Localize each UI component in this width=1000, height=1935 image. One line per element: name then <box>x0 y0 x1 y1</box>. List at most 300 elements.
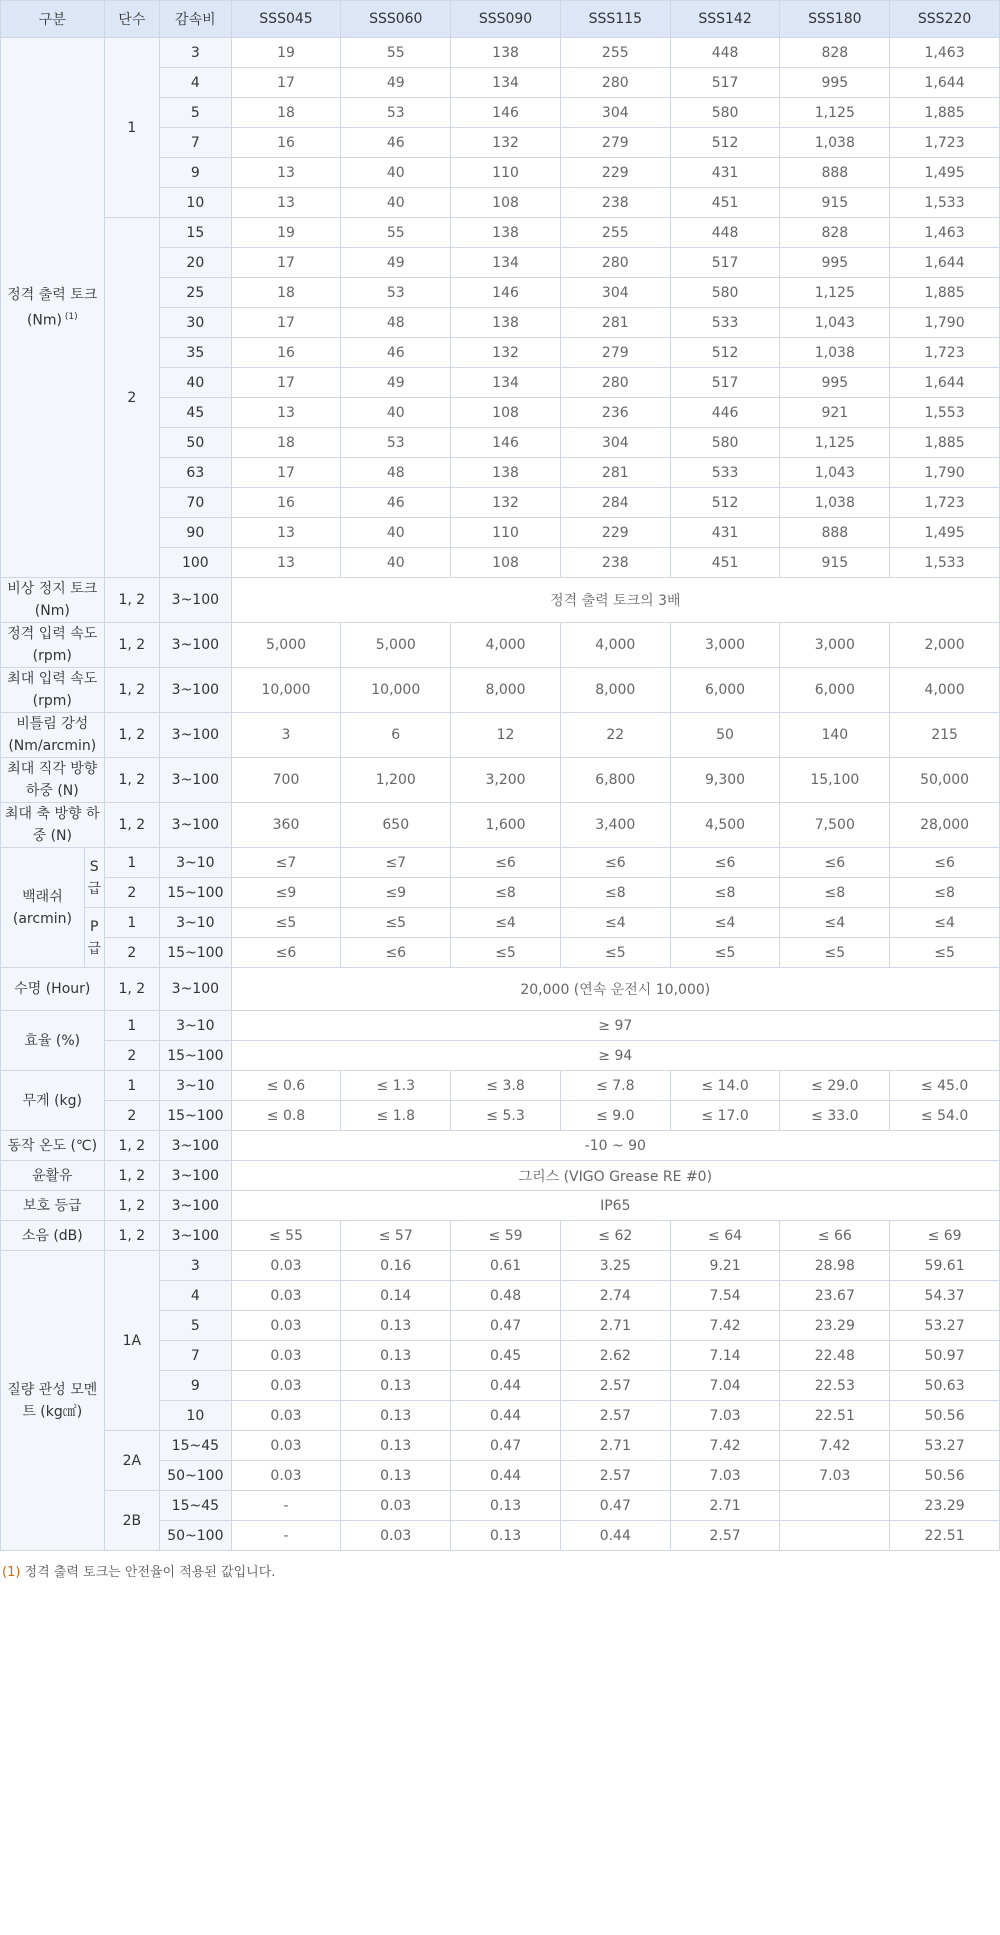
row-label-backlash: 백래쉬 (arcmin) <box>1 848 85 968</box>
value-cell: 281 <box>560 458 670 488</box>
value-cell: 0.03 <box>341 1521 451 1551</box>
table-row <box>1 803 1000 848</box>
table-row <box>1 578 1000 623</box>
value-cell: 40 <box>341 158 451 188</box>
value-cell: 512 <box>670 128 780 158</box>
value-cell: 46 <box>341 488 451 518</box>
row-label-torque: 정격 출력 토크 (Nm) $^{(1)}$ <box>1 38 105 578</box>
value-cell: ≤ 9.0 <box>560 1101 670 1131</box>
value-cell: 50.97 <box>890 1341 1000 1371</box>
ratio-cell: 5 <box>160 1311 232 1341</box>
value-cell: 17 <box>231 368 341 398</box>
ratio-cell: 35 <box>160 338 232 368</box>
value-cell: 53.27 <box>890 1311 1000 1341</box>
value-cell: 533 <box>670 308 780 338</box>
value-cell <box>780 1491 890 1521</box>
table-row <box>1 218 1000 248</box>
stage-cell: 1, 2 <box>104 1161 160 1191</box>
value-cell: 580 <box>670 428 780 458</box>
footnote-mark: (1) <box>2 1565 21 1580</box>
value-cell: ≤ 66 <box>780 1221 890 1251</box>
value-cell: ≤5 <box>890 938 1000 968</box>
footnote <box>0 1561 1000 1580</box>
value-cell: 22.51 <box>890 1521 1000 1551</box>
value-cell: 2.71 <box>670 1491 780 1521</box>
span-value-cell: IP65 <box>231 1191 999 1221</box>
value-cell: 110 <box>451 158 561 188</box>
value-cell: 15,100 <box>780 758 890 803</box>
value-cell: 17 <box>231 68 341 98</box>
header-model: SSS180 <box>780 1 890 38</box>
ratio-cell: 4 <box>160 68 232 98</box>
value-cell: ≤6 <box>780 848 890 878</box>
value-cell: 0.13 <box>341 1371 451 1401</box>
value-cell: ≤9 <box>341 878 451 908</box>
value-cell: 134 <box>451 68 561 98</box>
ratio-cell: 50~100 <box>160 1521 232 1551</box>
value-cell: 448 <box>670 218 780 248</box>
value-cell: 304 <box>560 98 670 128</box>
stage-cell: 1, 2 <box>104 1221 160 1251</box>
value-cell: 16 <box>231 488 341 518</box>
footnote-text: 정격 출력 토크는 안전율이 적용된 값입니다. <box>20 1565 276 1580</box>
ratio-cell: 3~100 <box>160 803 232 848</box>
value-cell: 828 <box>780 38 890 68</box>
ratio-cell: 9 <box>160 1371 232 1401</box>
value-cell: 3 <box>231 713 341 758</box>
value-cell: 915 <box>780 548 890 578</box>
value-cell: 1,723 <box>890 338 1000 368</box>
value-cell: 1,723 <box>890 128 1000 158</box>
ratio-cell: 3 <box>160 38 232 68</box>
span-value-cell: ≥ 97 <box>231 1011 999 1041</box>
value-cell: 54.37 <box>890 1281 1000 1311</box>
value-cell: 650 <box>341 803 451 848</box>
value-cell: 13 <box>231 188 341 218</box>
value-cell: ≤ 1.8 <box>341 1101 451 1131</box>
value-cell: 19 <box>231 218 341 248</box>
table-row <box>1 1011 1000 1041</box>
value-cell: 284 <box>560 488 670 518</box>
value-cell: 0.44 <box>451 1401 561 1431</box>
stage-cell: 1, 2 <box>104 623 160 668</box>
value-cell: ≤ 1.3 <box>341 1071 451 1101</box>
value-cell: 9,300 <box>670 758 780 803</box>
value-cell: 146 <box>451 98 561 128</box>
ratio-cell: 3~10 <box>160 1011 232 1041</box>
value-cell: 280 <box>560 68 670 98</box>
value-cell: 255 <box>560 38 670 68</box>
value-cell: 13 <box>231 398 341 428</box>
value-cell: 19 <box>231 38 341 68</box>
value-cell: 22.48 <box>780 1341 890 1371</box>
value-cell: 16 <box>231 128 341 158</box>
value-cell: 0.03 <box>231 1431 341 1461</box>
value-cell: 22.51 <box>780 1401 890 1431</box>
value-cell: 18 <box>231 428 341 458</box>
value-cell: 2.71 <box>560 1311 670 1341</box>
ratio-cell: 30 <box>160 308 232 338</box>
value-cell: 1,553 <box>890 398 1000 428</box>
ratio-cell: 3~100 <box>160 1161 232 1191</box>
value-cell: ≤4 <box>670 908 780 938</box>
value-cell: 55 <box>341 218 451 248</box>
value-cell: 18 <box>231 98 341 128</box>
value-cell: 238 <box>560 188 670 218</box>
value-cell: 6,000 <box>670 668 780 713</box>
value-cell: 1,723 <box>890 488 1000 518</box>
value-cell: 3,000 <box>780 623 890 668</box>
value-cell: 238 <box>560 548 670 578</box>
span-value-cell: -10 ~ 90 <box>231 1131 999 1161</box>
ratio-cell: 15~45 <box>160 1491 232 1521</box>
ratio-cell: 45 <box>160 398 232 428</box>
value-cell: ≤8 <box>451 878 561 908</box>
value-cell: 132 <box>451 338 561 368</box>
value-cell: 0.44 <box>560 1521 670 1551</box>
value-cell: ≤5 <box>780 938 890 968</box>
row-label-emergency: 비상 정지 토크 (Nm) <box>1 578 105 623</box>
value-cell: 50.63 <box>890 1371 1000 1401</box>
value-cell: 3,200 <box>451 758 561 803</box>
header-stage: 단수 <box>104 1 160 38</box>
value-cell: ≤4 <box>560 908 670 938</box>
value-cell: 304 <box>560 278 670 308</box>
table-row <box>1 1251 1000 1281</box>
value-cell: 55 <box>341 38 451 68</box>
value-cell: 888 <box>780 518 890 548</box>
value-cell: 53 <box>341 428 451 458</box>
value-cell: 18 <box>231 278 341 308</box>
stage-cell: 2B <box>104 1491 160 1551</box>
value-cell: 1,125 <box>780 98 890 128</box>
value-cell: 0.44 <box>451 1371 561 1401</box>
value-cell: 8,000 <box>560 668 670 713</box>
value-cell: 448 <box>670 38 780 68</box>
ratio-cell: 70 <box>160 488 232 518</box>
table-row <box>1 713 1000 758</box>
value-cell <box>780 1521 890 1551</box>
value-cell: 4,500 <box>670 803 780 848</box>
value-cell: 17 <box>231 308 341 338</box>
value-cell: 7.03 <box>670 1461 780 1491</box>
value-cell: 360 <box>231 803 341 848</box>
value-cell: 2.74 <box>560 1281 670 1311</box>
value-cell: 451 <box>670 188 780 218</box>
value-cell: ≤4 <box>780 908 890 938</box>
value-cell: 446 <box>670 398 780 428</box>
value-cell: 533 <box>670 458 780 488</box>
value-cell: 7.42 <box>670 1431 780 1461</box>
row-label-inertia: 질량 관성 모멘트 (kg㎠) <box>1 1251 105 1551</box>
header-ratio: 감속비 <box>160 1 232 38</box>
ratio-cell: 4 <box>160 1281 232 1311</box>
table-row <box>1 1161 1000 1191</box>
value-cell: 580 <box>670 278 780 308</box>
table-row <box>1 38 1000 68</box>
value-cell: ≤ 0.6 <box>231 1071 341 1101</box>
ratio-cell: 3~100 <box>160 1131 232 1161</box>
stage-cell: 1, 2 <box>104 668 160 713</box>
value-cell: 49 <box>341 368 451 398</box>
value-cell: ≤ 5.3 <box>451 1101 561 1131</box>
value-cell: ≤5 <box>231 908 341 938</box>
value-cell: 0.13 <box>451 1521 561 1551</box>
ratio-cell: 10 <box>160 188 232 218</box>
value-cell: 134 <box>451 368 561 398</box>
value-cell: ≤8 <box>890 878 1000 908</box>
value-cell: 40 <box>341 398 451 428</box>
value-cell: 108 <box>451 188 561 218</box>
value-cell: 517 <box>670 68 780 98</box>
value-cell: 50 <box>670 713 780 758</box>
value-cell: 7.04 <box>670 1371 780 1401</box>
value-cell: - <box>231 1491 341 1521</box>
ratio-cell: 20 <box>160 248 232 278</box>
ratio-cell: 3 <box>160 1251 232 1281</box>
ratio-cell: 63 <box>160 458 232 488</box>
value-cell: 22.53 <box>780 1371 890 1401</box>
value-cell: 0.61 <box>451 1251 561 1281</box>
ratio-cell: 15 <box>160 218 232 248</box>
table-row <box>1 878 1000 908</box>
grade-cell: S급 <box>84 848 104 908</box>
value-cell: 0.13 <box>451 1491 561 1521</box>
ratio-cell: 50 <box>160 428 232 458</box>
value-cell: 59.61 <box>890 1251 1000 1281</box>
stage-cell: 2 <box>104 938 160 968</box>
value-cell: 0.47 <box>560 1491 670 1521</box>
table-row <box>1 1221 1000 1251</box>
value-cell: 46 <box>341 338 451 368</box>
value-cell: 53 <box>341 98 451 128</box>
value-cell: 4,000 <box>451 623 561 668</box>
ratio-cell: 7 <box>160 128 232 158</box>
value-cell: ≤6 <box>670 848 780 878</box>
value-cell: 3,000 <box>670 623 780 668</box>
span-value-cell: ≥ 94 <box>231 1041 999 1071</box>
value-cell: 22 <box>560 713 670 758</box>
stage-cell: 1, 2 <box>104 758 160 803</box>
value-cell: 50.56 <box>890 1401 1000 1431</box>
value-cell: 0.13 <box>341 1401 451 1431</box>
value-cell: 13 <box>231 158 341 188</box>
header-model: SSS220 <box>890 1 1000 38</box>
value-cell: 7.42 <box>670 1311 780 1341</box>
value-cell: ≤ 33.0 <box>780 1101 890 1131</box>
header-model: SSS045 <box>231 1 341 38</box>
value-cell: ≤6 <box>890 848 1000 878</box>
value-cell: 0.44 <box>451 1461 561 1491</box>
row-label-efficiency: 효율 (%) <box>1 1011 105 1071</box>
value-cell: 1,125 <box>780 278 890 308</box>
value-cell: 23.29 <box>890 1491 1000 1521</box>
value-cell: 0.13 <box>341 1341 451 1371</box>
ratio-cell: 3~100 <box>160 968 232 1011</box>
ratio-cell: 3~10 <box>160 848 232 878</box>
value-cell: 1,644 <box>890 248 1000 278</box>
stage-cell: 1, 2 <box>104 803 160 848</box>
value-cell: 8,000 <box>451 668 561 713</box>
value-cell: 1,125 <box>780 428 890 458</box>
value-cell: 279 <box>560 338 670 368</box>
value-cell: 108 <box>451 548 561 578</box>
ratio-cell: 7 <box>160 1341 232 1371</box>
table-row <box>1 668 1000 713</box>
value-cell: 995 <box>780 68 890 98</box>
value-cell: 580 <box>670 98 780 128</box>
value-cell: 4,000 <box>890 668 1000 713</box>
value-cell: 995 <box>780 248 890 278</box>
value-cell: 431 <box>670 518 780 548</box>
value-cell: ≤ 0.8 <box>231 1101 341 1131</box>
value-cell: 7.03 <box>780 1461 890 1491</box>
value-cell: 132 <box>451 488 561 518</box>
row-label-radial: 최대 직각 방향 하중 (N) <box>1 758 105 803</box>
ratio-cell: 5 <box>160 98 232 128</box>
value-cell: ≤7 <box>341 848 451 878</box>
value-cell: 134 <box>451 248 561 278</box>
span-value-cell: 그리스 (VIGO Grease RE #0) <box>231 1161 999 1191</box>
value-cell: ≤ 45.0 <box>890 1071 1000 1101</box>
value-cell: 1,790 <box>890 308 1000 338</box>
value-cell: 132 <box>451 128 561 158</box>
ratio-cell: 10 <box>160 1401 232 1431</box>
value-cell: ≤8 <box>780 878 890 908</box>
stage-cell: 1A <box>104 1251 160 1431</box>
value-cell: 304 <box>560 428 670 458</box>
value-cell: ≤ 14.0 <box>670 1071 780 1101</box>
value-cell: 138 <box>451 218 561 248</box>
value-cell: 0.48 <box>451 1281 561 1311</box>
value-cell: 1,644 <box>890 68 1000 98</box>
table-row <box>1 1101 1000 1131</box>
stage-cell: 1 <box>104 1011 160 1041</box>
value-cell: 995 <box>780 368 890 398</box>
value-cell: 0.14 <box>341 1281 451 1311</box>
value-cell: ≤5 <box>341 908 451 938</box>
header-model: SSS090 <box>451 1 561 38</box>
value-cell: 0.16 <box>341 1251 451 1281</box>
ratio-cell: 25 <box>160 278 232 308</box>
value-cell: 236 <box>560 398 670 428</box>
value-cell: 0.03 <box>231 1401 341 1431</box>
header-category: 구분 <box>1 1 105 38</box>
value-cell: 1,533 <box>890 548 1000 578</box>
ratio-cell: 3~100 <box>160 758 232 803</box>
table-row <box>1 758 1000 803</box>
row-label-max_speed: 최대 입력 속도 (rpm) <box>1 668 105 713</box>
ratio-cell: 3~10 <box>160 1071 232 1101</box>
value-cell: 1,463 <box>890 218 1000 248</box>
value-cell: ≤ 59 <box>451 1221 561 1251</box>
value-cell: ≤4 <box>451 908 561 938</box>
value-cell: 138 <box>451 308 561 338</box>
value-cell: 40 <box>341 188 451 218</box>
value-cell: 517 <box>670 368 780 398</box>
table-row <box>1 1491 1000 1521</box>
value-cell: 431 <box>670 158 780 188</box>
value-cell: 49 <box>341 248 451 278</box>
value-cell: 888 <box>780 158 890 188</box>
table-row <box>1 623 1000 668</box>
value-cell: 4,000 <box>560 623 670 668</box>
row-label-axial: 최대 축 방향 하중 (N) <box>1 803 105 848</box>
value-cell: 1,885 <box>890 98 1000 128</box>
grade-cell: P급 <box>84 908 104 968</box>
value-cell: 2.57 <box>560 1371 670 1401</box>
value-cell: ≤ 54.0 <box>890 1101 1000 1131</box>
stage-cell: 1, 2 <box>104 968 160 1011</box>
stage-cell: 2 <box>104 1041 160 1071</box>
stage-cell: 1, 2 <box>104 1131 160 1161</box>
row-label-lube: 윤활유 <box>1 1161 105 1191</box>
value-cell: 215 <box>890 713 1000 758</box>
value-cell: 50.56 <box>890 1461 1000 1491</box>
value-cell: 23.29 <box>780 1311 890 1341</box>
value-cell: 0.03 <box>231 1371 341 1401</box>
table-row <box>1 1191 1000 1221</box>
value-cell: 0.03 <box>231 1251 341 1281</box>
value-cell: 2,000 <box>890 623 1000 668</box>
value-cell: 1,200 <box>341 758 451 803</box>
value-cell: ≤ 7.8 <box>560 1071 670 1101</box>
value-cell: 280 <box>560 368 670 398</box>
table-row <box>1 908 1000 938</box>
value-cell: ≤ 3.8 <box>451 1071 561 1101</box>
stage-cell: 1 <box>104 908 160 938</box>
value-cell: ≤5 <box>451 938 561 968</box>
value-cell: ≤ 62 <box>560 1221 670 1251</box>
row-label-ip: 보호 등급 <box>1 1191 105 1221</box>
ratio-cell: 15~100 <box>160 1041 232 1071</box>
stage-cell: 1, 2 <box>104 713 160 758</box>
value-cell: ≤9 <box>231 878 341 908</box>
table-row <box>1 938 1000 968</box>
value-cell: 512 <box>670 488 780 518</box>
value-cell: 7.54 <box>670 1281 780 1311</box>
value-cell: ≤5 <box>670 938 780 968</box>
value-cell: ≤7 <box>231 848 341 878</box>
value-cell: 1,043 <box>780 308 890 338</box>
value-cell: 13 <box>231 548 341 578</box>
row-label-noise: 소음 (dB) <box>1 1221 105 1251</box>
ratio-cell: 15~45 <box>160 1431 232 1461</box>
value-cell: 0.13 <box>341 1461 451 1491</box>
table-row <box>1 1071 1000 1101</box>
value-cell: 828 <box>780 218 890 248</box>
ratio-cell: 3~100 <box>160 668 232 713</box>
value-cell: 1,600 <box>451 803 561 848</box>
value-cell: 0.47 <box>451 1431 561 1461</box>
value-cell: 1,533 <box>890 188 1000 218</box>
value-cell: 17 <box>231 248 341 278</box>
value-cell: 0.13 <box>341 1311 451 1341</box>
value-cell: 0.03 <box>231 1281 341 1311</box>
value-cell: 0.47 <box>451 1311 561 1341</box>
header-model: SSS142 <box>670 1 780 38</box>
value-cell: 517 <box>670 248 780 278</box>
value-cell: 1,885 <box>890 428 1000 458</box>
stage-cell: 2 <box>104 218 160 578</box>
ratio-cell: 90 <box>160 518 232 548</box>
ratio-cell: 100 <box>160 548 232 578</box>
value-cell: 1,885 <box>890 278 1000 308</box>
row-label-temp: 동작 온도 (℃) <box>1 1131 105 1161</box>
value-cell: 281 <box>560 308 670 338</box>
value-cell: ≤ 64 <box>670 1221 780 1251</box>
value-cell: 2.57 <box>560 1461 670 1491</box>
